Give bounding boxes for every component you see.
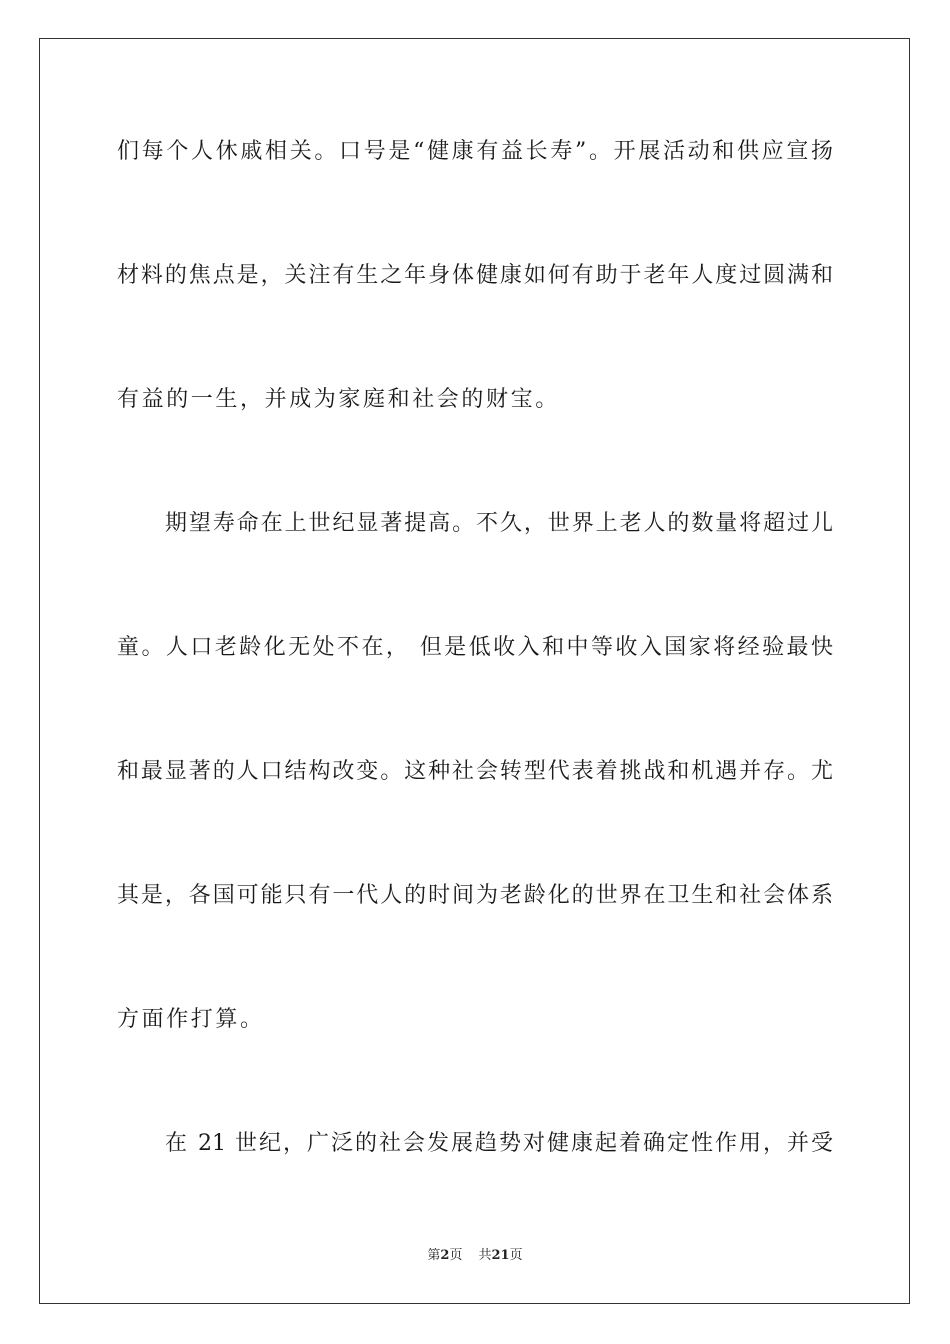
footer-total-prefix: 共: [478, 1248, 492, 1263]
body-text-line-9: 在 21 世纪，广泛的社会发展趋势对健康起着确定性作用，并受: [165, 1131, 833, 1156]
footer-total-pages: 21: [491, 1248, 510, 1263]
body-text-line-7: 其是，各国可能只有一代人的时间为老龄化的世界在卫生和社会体系: [117, 883, 833, 908]
body-text-line-4: 期望寿命在上世纪显著提高。不久，世界上老人的数量将超过儿: [165, 511, 833, 536]
body-text-line-5: 童。人口老龄化无处不在， 但是低收入和中等收入国家将经验最快: [117, 635, 833, 660]
page-footer: [0, 1247, 950, 1265]
footer-page-prefix: 第: [427, 1248, 441, 1263]
footer-total-suffix: 页: [509, 1248, 523, 1263]
body-text-line-8: 方面作打算。: [117, 1007, 265, 1032]
body-text-line-2: 材料的焦点是，关注有生之年身体健康如何有助于老年人度过圆满和: [117, 263, 833, 288]
body-text-line-1: 们每个人休戚相关。口号是“健康有益长寿”。开展活动和供应宣扬: [117, 139, 833, 164]
page-border: [39, 38, 910, 1304]
body-text-line-3: 有益的一生，并成为家庭和社会的财宝。: [117, 387, 560, 412]
footer-page-number: 2: [440, 1248, 450, 1263]
body-text-line-6: 和最显著的人口结构改变。这种社会转型代表着挑战和机遇并存。尤: [117, 759, 833, 784]
footer-page-suffix: 页: [449, 1248, 463, 1263]
